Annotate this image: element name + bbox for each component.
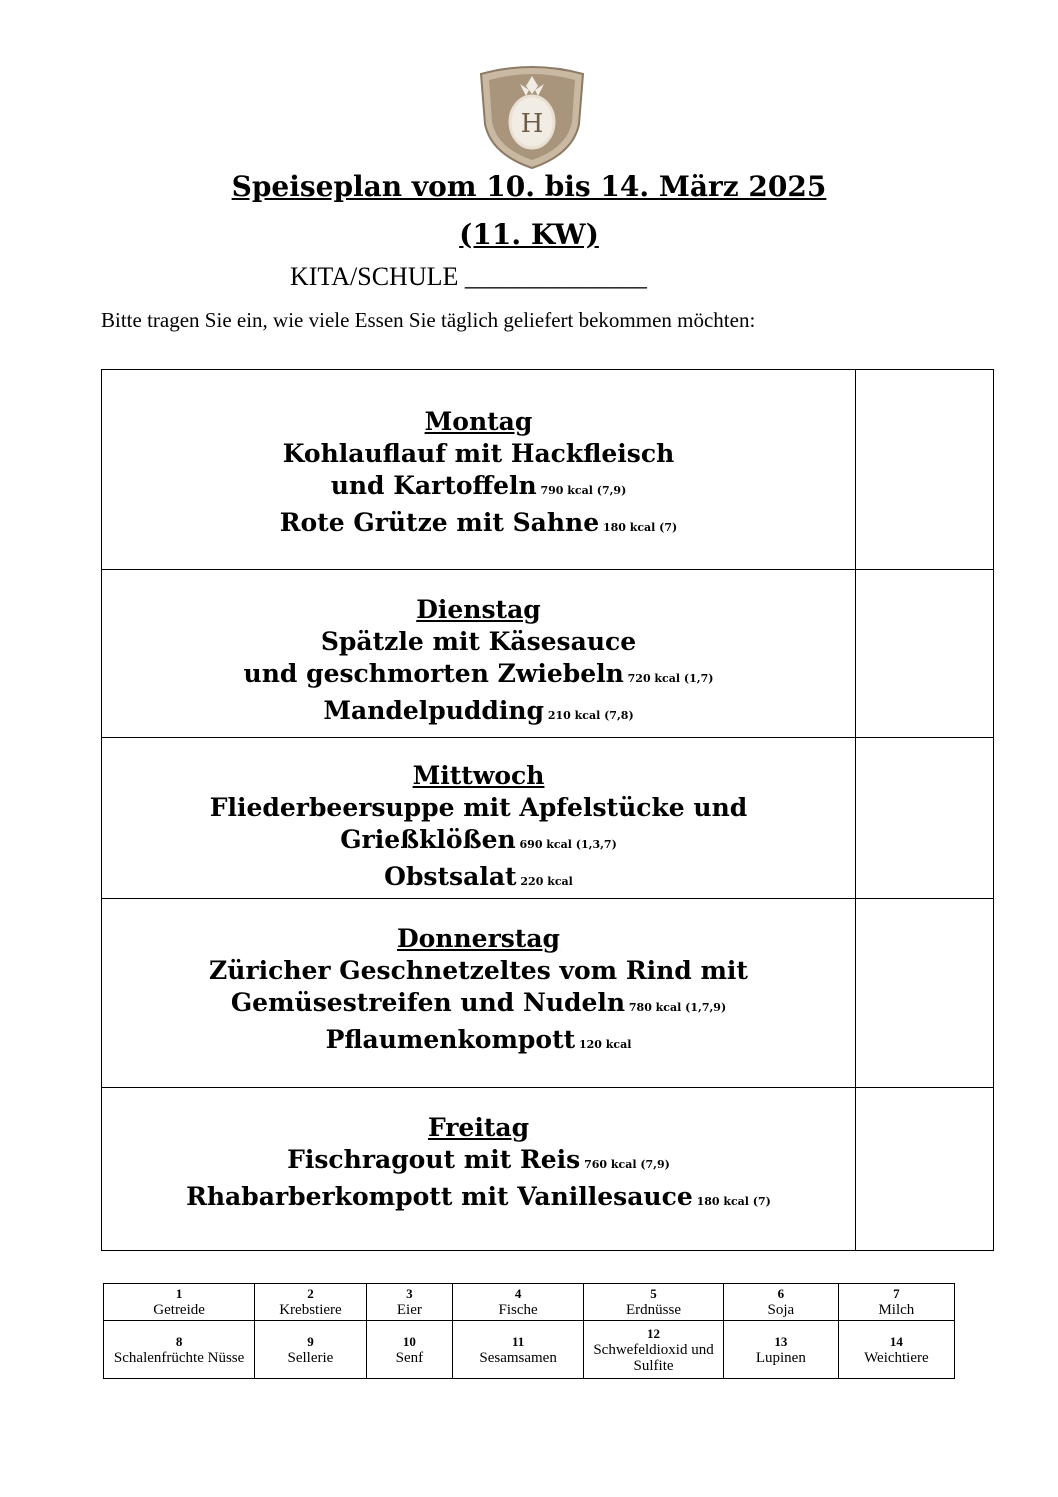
dish-line (102, 626, 855, 658)
menu-row-montag (102, 370, 993, 570)
menu-row-mittwoch (102, 738, 993, 899)
menu-content (102, 570, 855, 737)
allergen-cell (723, 1284, 838, 1321)
meal-count-field[interactable] (855, 738, 993, 898)
dish-text: und geschmorten Zwiebeln (243, 659, 624, 688)
dish-text: Kohlauflauf mit Hackfleisch (282, 439, 675, 468)
dish-line (102, 1181, 855, 1218)
dish-line (102, 658, 855, 695)
kcal-info: 120 kcal (575, 1038, 632, 1051)
allergen-name: Krebstiere (279, 1302, 342, 1318)
allergen-cell (255, 1321, 366, 1379)
menu-table (101, 369, 994, 1251)
day-name: Freitag (427, 1113, 530, 1142)
meal-count-field[interactable] (855, 1088, 993, 1250)
dish-text: Pflaumenkompott (325, 1025, 576, 1054)
allergen-row (104, 1321, 955, 1379)
allergen-cell (584, 1321, 724, 1379)
allergen-number: 14 (889, 1333, 903, 1349)
dish-line (102, 792, 855, 824)
dish-text: und Kartoffeln (330, 471, 537, 500)
menu-row-dienstag (102, 570, 993, 738)
day-name: Donnerstag (396, 924, 561, 953)
dish-text: Fliederbeersuppe mit Apfelstücke und (209, 793, 748, 822)
allergen-cell (838, 1321, 954, 1379)
allergen-number: 5 (650, 1286, 657, 1301)
allergen-cell (838, 1284, 954, 1321)
kcal-info: 720 kcal (1,7) (623, 672, 714, 685)
dish-line (102, 987, 855, 1024)
allergen-cell (584, 1284, 724, 1321)
allergen-cell (104, 1284, 255, 1321)
allergen-number: 6 (777, 1286, 785, 1301)
day-name: Montag (424, 407, 533, 436)
allergen-number: 12 (647, 1325, 661, 1341)
kita-field[interactable]: KITA/SCHULE ______________ (290, 262, 647, 291)
allergen-name: Eier (396, 1302, 422, 1318)
allergen-name: Schwefeldioxid und Sulfite (593, 1341, 714, 1374)
dish-line (102, 955, 855, 987)
allergen-number: 9 (307, 1333, 314, 1349)
day-name: Mittwoch (412, 761, 545, 790)
allergen-name: Senf (395, 1349, 424, 1366)
allergen-name: Sellerie (287, 1349, 334, 1366)
allergen-name: Schalenfrüchte Nüsse (113, 1349, 245, 1366)
allergen-name: Soja (767, 1302, 795, 1318)
dish-text: Gemüsestreifen und Nudeln (230, 988, 626, 1017)
allergen-name: Weichtiere (864, 1349, 929, 1366)
page-title: Speiseplan vom 10. bis 14. März 2025 (231, 170, 827, 203)
allergen-number: 7 (893, 1286, 900, 1301)
meal-count-field[interactable] (855, 899, 993, 1087)
crest-logo (473, 62, 591, 170)
kcal-info: 790 kcal (7,9) (536, 484, 627, 497)
allergen-name: Fische (498, 1302, 538, 1318)
kcal-info: 180 kcal (7) (599, 521, 678, 534)
allergen-number: 13 (774, 1333, 788, 1349)
kcal-info: 760 kcal (7,9) (580, 1158, 670, 1171)
allergen-number: 11 (511, 1333, 525, 1349)
dish-text: Rhabarberkompott mit Vanillesauce (186, 1182, 693, 1211)
allergen-cell (453, 1284, 584, 1321)
dish-line (102, 861, 855, 898)
kcal-info: 180 kcal (7) (692, 1195, 771, 1208)
calendar-week: (11. KW) (459, 218, 599, 251)
dish-text: Obstsalat (384, 862, 517, 891)
allergen-name: Sesamsamen (479, 1349, 557, 1366)
dish-line (102, 824, 855, 861)
dish-text: Fischragout mit Reis (287, 1145, 581, 1174)
allergen-cell (453, 1321, 584, 1379)
dish-text: Grießklößen (340, 825, 516, 854)
allergen-cell (104, 1321, 255, 1379)
allergen-legend (103, 1283, 955, 1379)
dish-text: Mandelpudding (323, 696, 545, 725)
menu-content (102, 899, 855, 1087)
allergen-number: 2 (307, 1286, 314, 1301)
instruction-text: Bitte tragen Sie ein, wie viele Essen Sie täglich geliefert bekommen möchten: (101, 308, 756, 332)
allergen-number: 1 (175, 1286, 183, 1301)
allergen-row (104, 1284, 955, 1321)
dish-line (102, 695, 855, 732)
kcal-info: 210 kcal (7,8) (544, 709, 634, 722)
allergen-cell (366, 1284, 452, 1321)
dish-text: Spätzle mit Käsesauce (320, 627, 637, 656)
allergen-number: 4 (514, 1286, 522, 1301)
allergen-name: Erdnüsse (626, 1302, 682, 1318)
allergen-cell (723, 1321, 838, 1379)
menu-content (102, 370, 855, 569)
allergen-number: 3 (406, 1286, 413, 1301)
dish-text: Rote Grütze mit Sahne (279, 508, 600, 537)
allergen-cell (366, 1321, 452, 1379)
allergen-number: 10 (402, 1333, 416, 1349)
kcal-info: 220 kcal (516, 875, 573, 888)
dish-line (102, 1144, 855, 1181)
meal-count-field[interactable] (855, 570, 993, 737)
kcal-info: 780 kcal (1,7,9) (625, 1001, 727, 1014)
allergen-name: Getreide (153, 1302, 205, 1318)
allergen-cell (255, 1284, 366, 1321)
kcal-info: 690 kcal (1,3,7) (515, 838, 617, 851)
dish-line (102, 470, 855, 507)
dish-line (102, 438, 855, 470)
menu-row-freitag (102, 1088, 993, 1250)
logo-letter: H (520, 109, 544, 139)
dish-line (102, 507, 855, 544)
allergen-name: Lupinen (755, 1349, 806, 1366)
allergen-number: 8 (175, 1333, 183, 1349)
dish-line (102, 1024, 855, 1061)
menu-content (102, 1088, 855, 1250)
menu-row-donnerstag (102, 899, 993, 1088)
day-name: Dienstag (416, 595, 541, 624)
menu-content (102, 738, 855, 898)
allergen-name: Milch (878, 1302, 915, 1318)
meal-count-field[interactable] (855, 370, 993, 569)
dish-text: Züricher Geschnetzeltes vom Rind mit (209, 956, 748, 985)
